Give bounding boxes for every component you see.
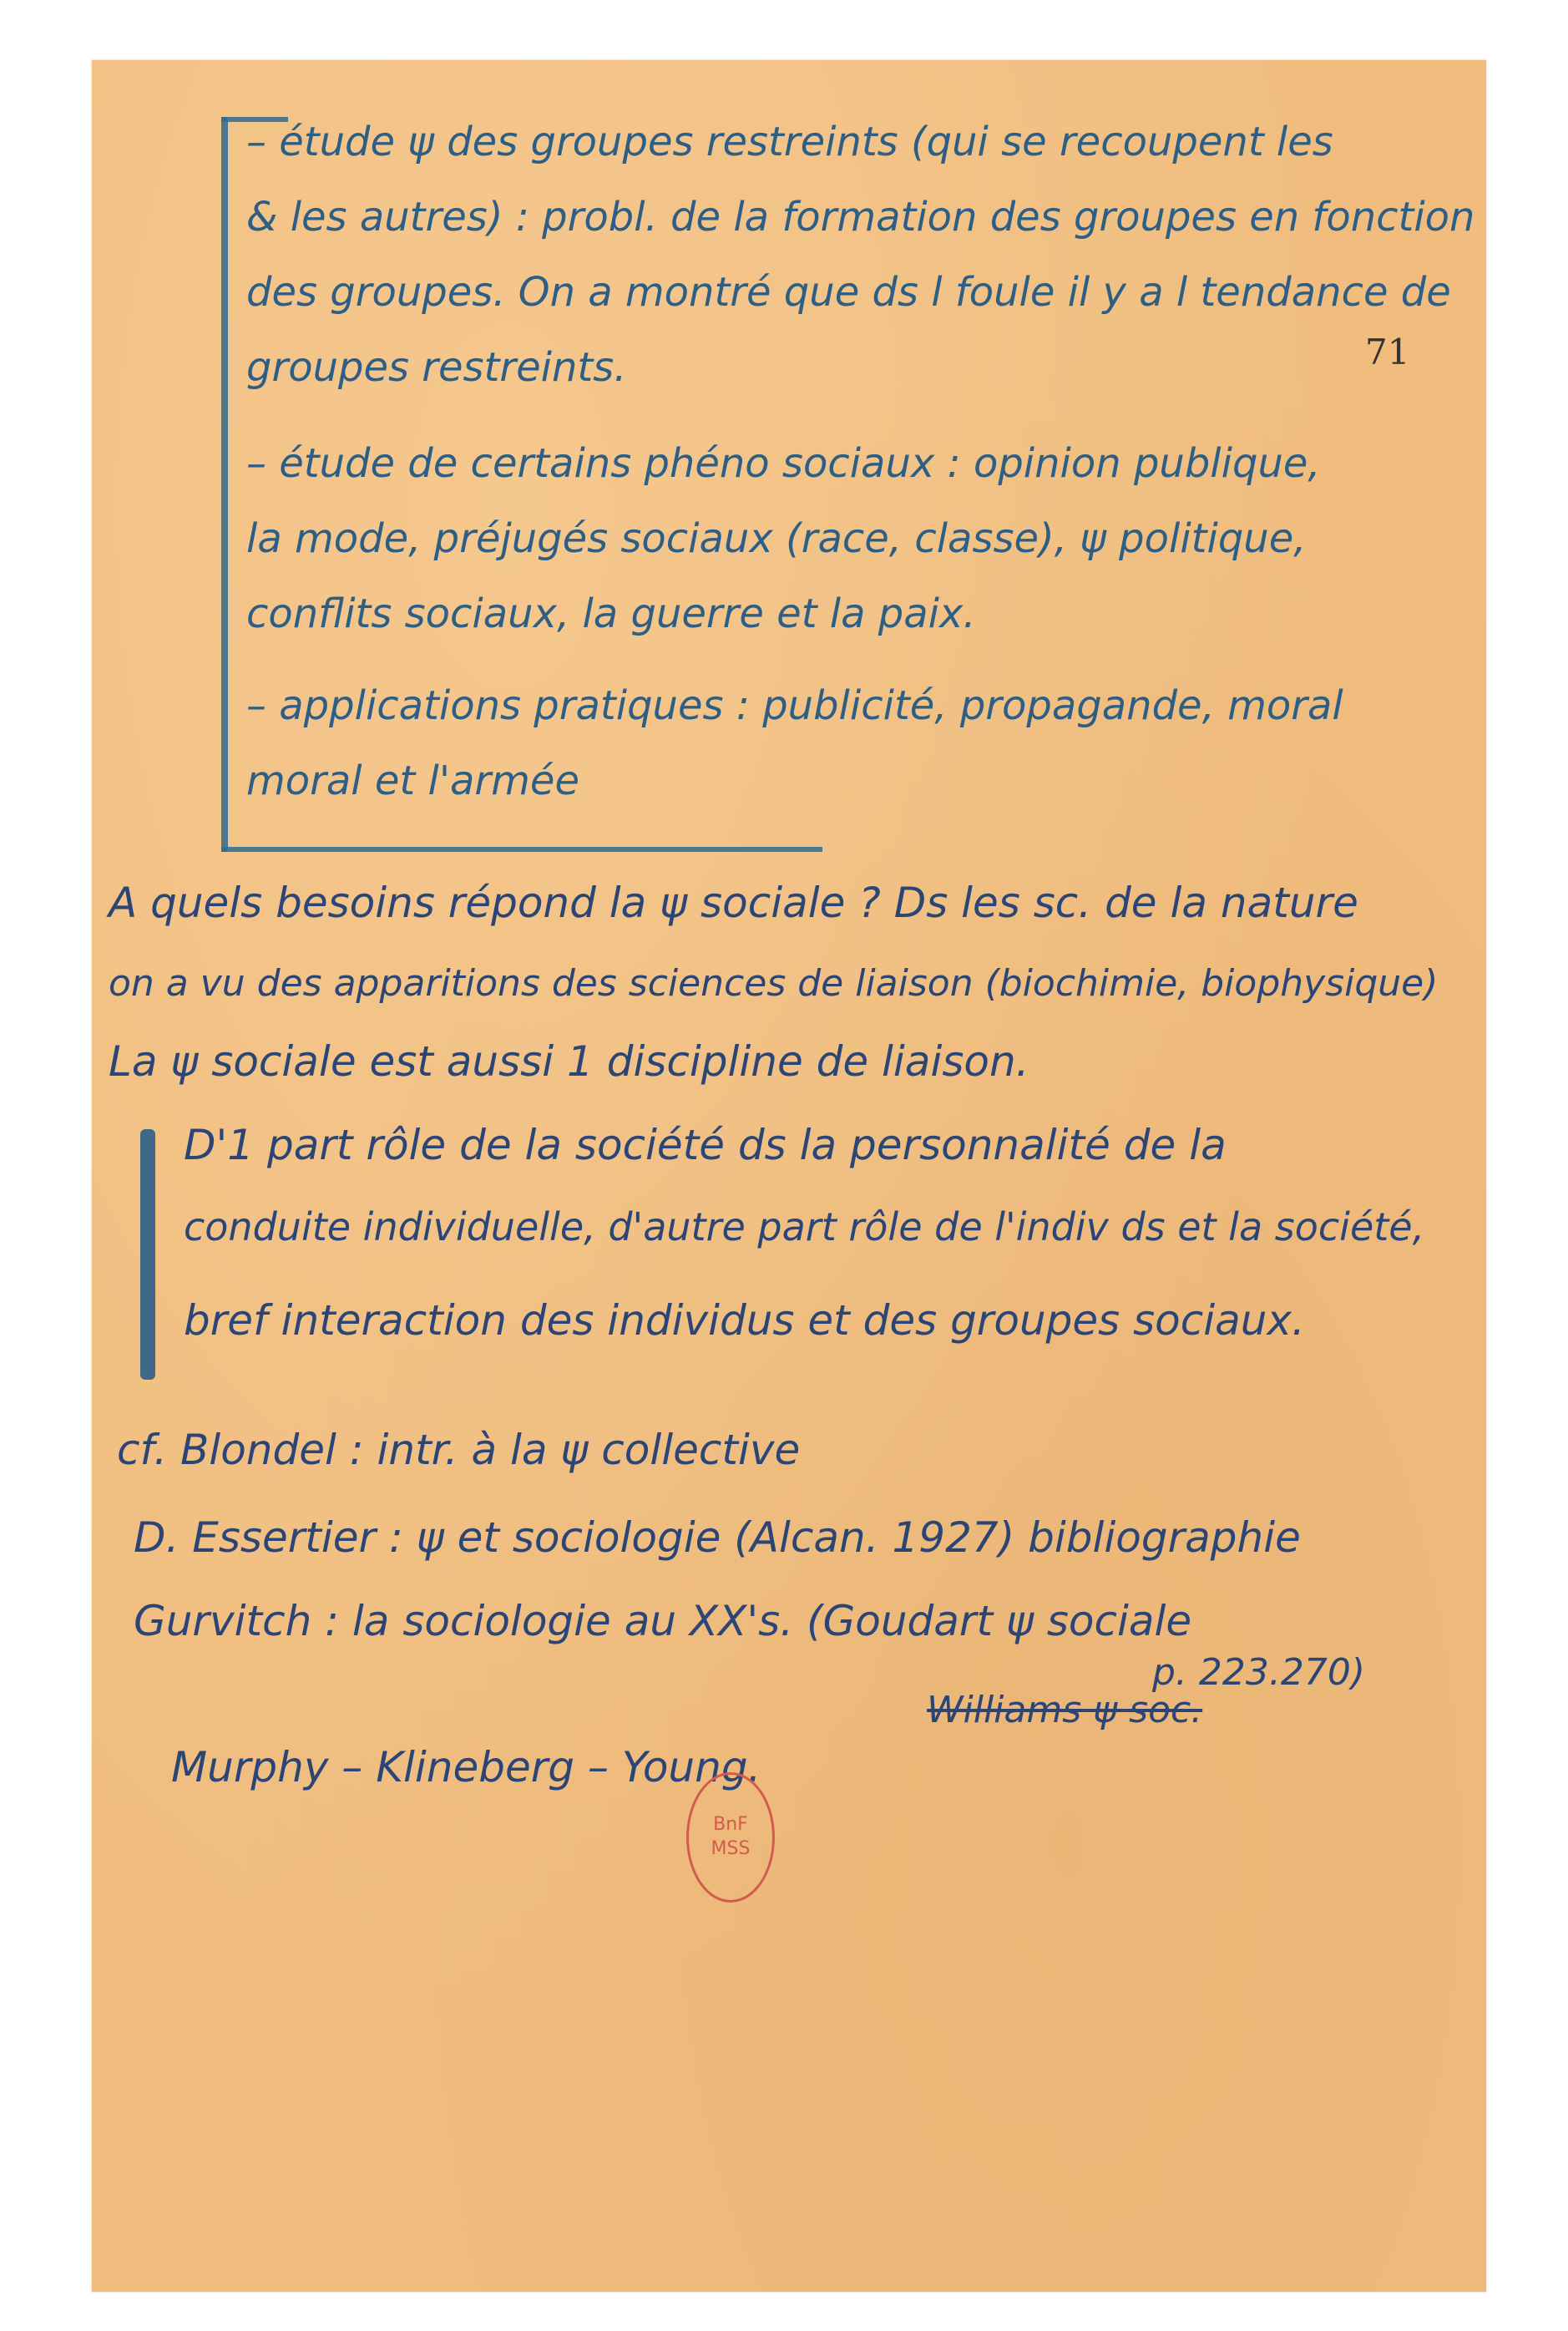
body-line-3: La ψ sociale est aussi 1 discipline de liaison.	[109, 1037, 1029, 1086]
reference-line-6: Murphy – Klineberg – Young.	[171, 1743, 761, 1791]
body-line-6: bref interaction des individus et des groupes sociaux.	[184, 1296, 1305, 1345]
body-line-4: D'1 part rôle de la société ds la personnalité de la	[184, 1121, 1227, 1169]
stamp-line-1: BnF	[713, 1814, 748, 1836]
margin-emphasis-bar	[140, 1129, 155, 1380]
bracket-line-1: – étude ψ des groupes restreints (qui se recoupent les	[246, 119, 1333, 165]
manuscript-page	[92, 60, 1486, 2292]
bracket-line-6: la mode, préjugés sociaux (race, classe), ψ politique,	[246, 515, 1307, 562]
stamp-line-2: MSS	[711, 1838, 751, 1859]
reference-line-3: Gurvitch : la sociologie au XX's. (Goudart ψ sociale	[134, 1597, 1192, 1645]
reference-line-1: cf. Blondel : intr. à la ψ collective	[117, 1426, 801, 1474]
bracket-line-8: – applications pratiques : publicité, propagande, moral	[246, 682, 1343, 729]
bracket-vertical-line	[221, 117, 228, 852]
bracket-line-5: – étude de certains phéno sociaux : opinion publique,	[246, 440, 1321, 487]
reference-line-5-struck: Williams ψ soc.	[927, 1689, 1203, 1731]
reference-line-2: D. Essertier : ψ et sociologie (Alcan. 1927) bibliographie	[134, 1513, 1301, 1562]
bnf-mss-stamp	[686, 1772, 775, 1903]
bracket-line-4: groupes restreints.	[246, 344, 627, 391]
bracket-bottom-line	[221, 847, 822, 852]
bracket-line-2: & les autres) : probl. de la formation des groupes en fonction	[246, 194, 1475, 241]
folio-number: 71	[1365, 332, 1410, 372]
reference-line-4: p. 223.270)	[1152, 1651, 1366, 1694]
bracket-line-7: conflits sociaux, la guerre et la paix.	[246, 590, 976, 637]
body-line-5: conduite individuelle, d'autre part rôle de l'indiv ds et la société,	[184, 1204, 1425, 1249]
bracket-line-3: des groupes. On a montré que ds l foule il y a l tendance de	[246, 269, 1451, 316]
body-line-2: on a vu des apparitions des sciences de liaison (biochimie, biophysique)	[109, 962, 1439, 1005]
bracket-line-9: moral et l'armée	[246, 758, 579, 804]
body-line-1: A quels besoins répond la ψ sociale ? Ds les sc. de la nature	[109, 879, 1358, 927]
